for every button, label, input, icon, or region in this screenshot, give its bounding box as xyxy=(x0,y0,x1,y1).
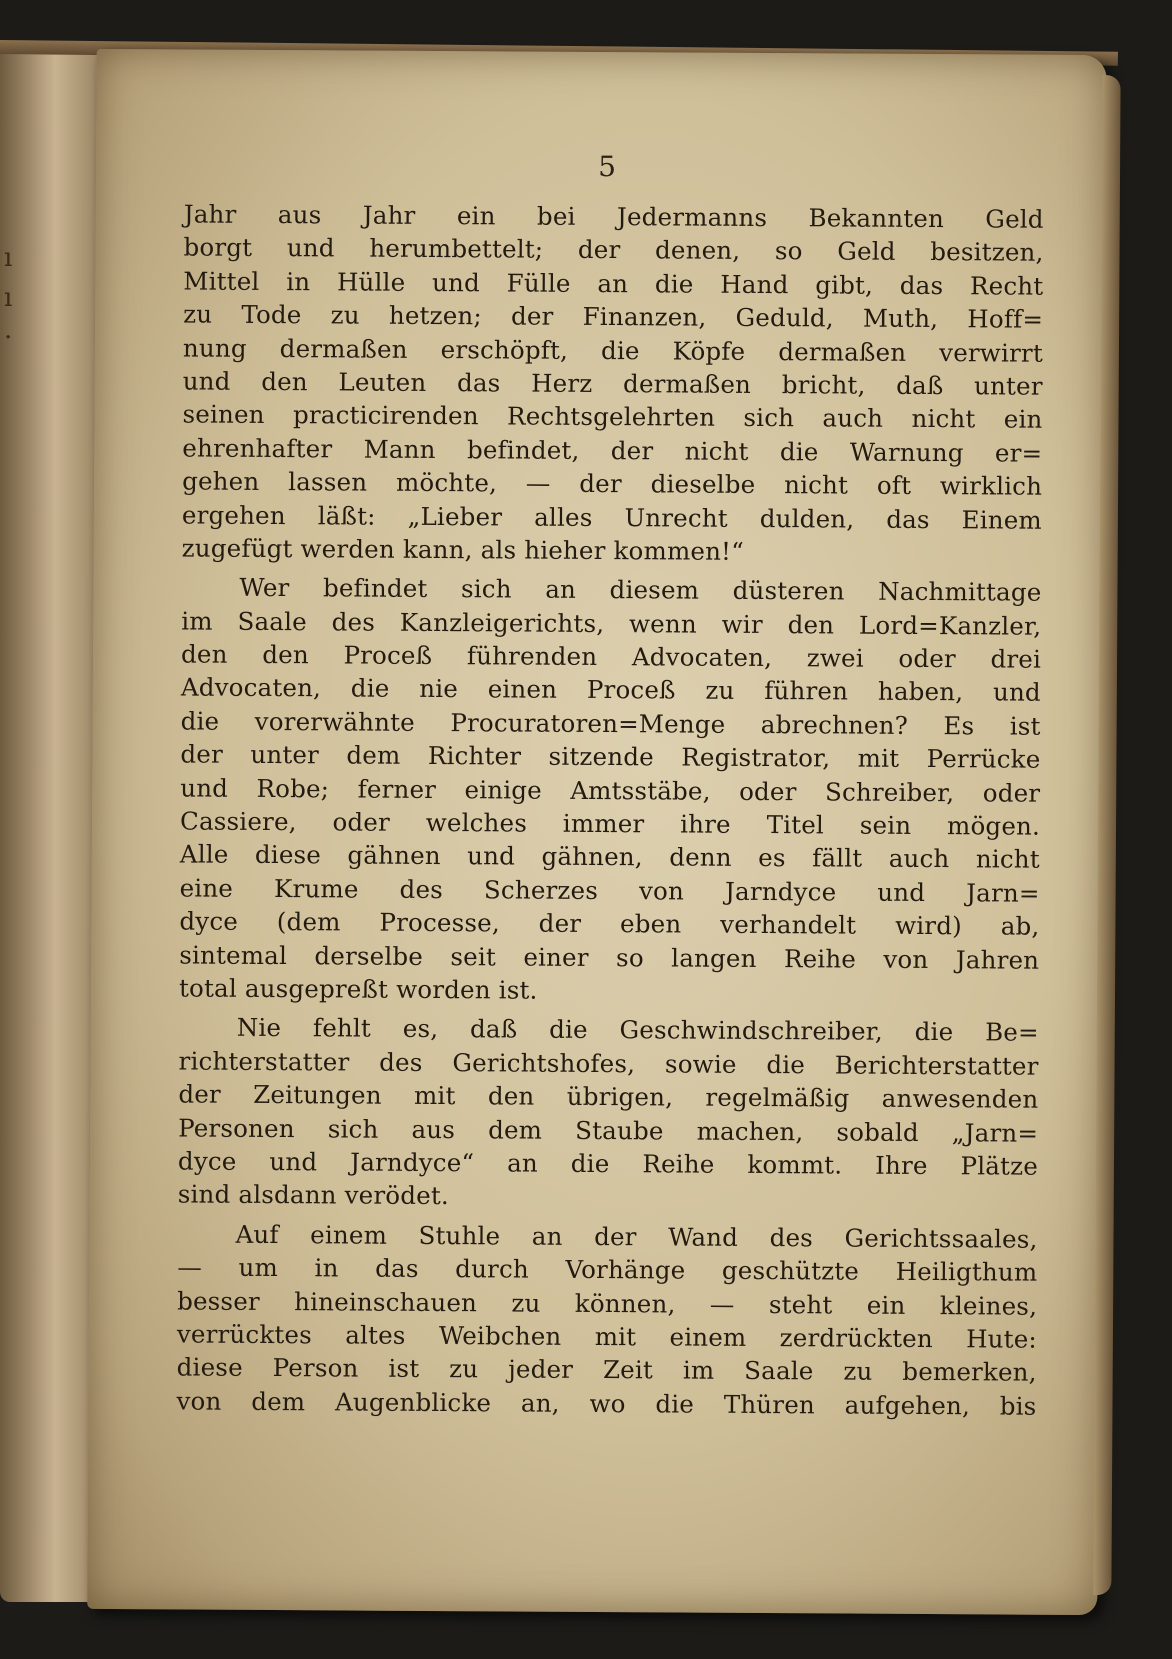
paragraph xyxy=(178,1011,1039,1217)
text-line: total ausgepreßt worden ist. xyxy=(178,973,538,1005)
facing-page-marks: ı ı · xyxy=(4,243,13,353)
text-line: dyce und Jarndyce“ an die Reihe kommt. Ihre Plätze xyxy=(177,1146,1039,1181)
text-line: eine Krume des Scherzes von Jarndyce und Jarn= xyxy=(179,873,1040,908)
text-line: dyce (dem Processe, der eben verhandelt wird) ab, xyxy=(179,906,1040,941)
facing-page-edge xyxy=(0,42,100,1602)
text-line: und den Leuten das Herz dermaßen bricht, daß unter xyxy=(182,366,1043,401)
text-line: Mittel in Hülle und Fülle an die Hand gibt, das Recht xyxy=(183,266,1044,301)
text-line: die vorerwähnte Procuratoren=Menge abrechnen? Es ist xyxy=(180,706,1041,741)
text-line: verrücktes altes Weibchen mit einem zerdrückten Hute: xyxy=(176,1319,1037,1354)
text-line: ehrenhafter Mann befindet, der nicht die Warnung er= xyxy=(182,433,1043,468)
text-line: sind alsdann verödet. xyxy=(177,1179,450,1211)
text-line: richterstatter des Gerichtshofes, sowie die Berichterstatter xyxy=(178,1046,1039,1081)
page-body-text xyxy=(176,197,1043,1422)
text-line: seinen practicirenden Rechtsgelehrten sich auch nicht ein xyxy=(182,399,1043,435)
text-line: besser hineinschauen zu können, — steht ein kleines, xyxy=(177,1285,1038,1321)
text-line: von dem Augenblicke an, wo die Thüren aufgehen, bis xyxy=(176,1386,1037,1421)
text-line: gehen lassen möchte, — der dieselbe nicht oft wirklich xyxy=(182,466,1043,501)
text-line: Cassiere, oder welches immer ihre Titel sein mögen. xyxy=(179,806,1041,841)
page-number: 5 xyxy=(598,149,617,184)
text-line: zu Tode zu hetzen; der Finanzen, Geduld, Muth, Hoff= xyxy=(183,299,1044,334)
text-line: borgt und herumbettelt; der denen, so Geld besitzen, xyxy=(183,232,1044,268)
text-line: diese Person ist zu jeder Zeit im Saale zu bemerken, xyxy=(176,1352,1037,1387)
text-line: Alle diese gähnen und gähnen, denn es fällt auch nicht xyxy=(179,839,1040,875)
text-line: Auf einem Stuhle an der Wand des Gerichtssaales, xyxy=(235,1219,1038,1254)
paragraph xyxy=(176,1217,1037,1423)
text-line: sintemal derselbe seit einer so langen Reihe von Jahren xyxy=(179,940,1040,975)
text-line: den den Proceß führenden Advocaten, zwei oder drei xyxy=(180,639,1042,674)
text-line: — um in das durch Vorhänge geschützte Heiligthum xyxy=(177,1252,1038,1287)
text-line: Personen sich aus dem Staube machen, sobald „Jarn= xyxy=(178,1112,1039,1148)
text-line: im Saale des Kanzleigerichts, wenn wir den Lord=Kanzler, xyxy=(181,606,1042,641)
book-page xyxy=(87,49,1107,1615)
text-line: ergehen läßt: „Lieber alles Unrecht dulden, das Einem xyxy=(181,499,1043,535)
paragraph xyxy=(179,571,1042,1010)
page-right-edge xyxy=(1093,75,1120,1595)
text-line: Wer befindet sich an diesem düsteren Nachmittage xyxy=(239,573,1042,608)
text-line: Advocaten, die nie einen Proceß zu führen haben, und xyxy=(180,672,1041,708)
text-line: der Zeitungen mit den übrigen, regelmäßig anwesenden xyxy=(178,1079,1039,1114)
text-line: der unter dem Richter sitzende Registrator, mit Perrücke xyxy=(180,739,1041,774)
paragraph xyxy=(182,197,1044,570)
text-line: Nie fehlt es, daß die Geschwindschreiber, die Be= xyxy=(236,1013,1039,1048)
text-line: Jahr aus Jahr ein bei Jedermanns Bekannten Geld xyxy=(183,199,1044,234)
text-line: zugefügt werden kann, als hieher kommen!“ xyxy=(181,533,744,566)
text-line: nung dermaßen erschöpft, die Köpfe dermaßen verwirrt xyxy=(182,333,1044,368)
text-line: und Robe; ferner einige Amtsstäbe, oder Schreiber, oder xyxy=(180,773,1041,808)
